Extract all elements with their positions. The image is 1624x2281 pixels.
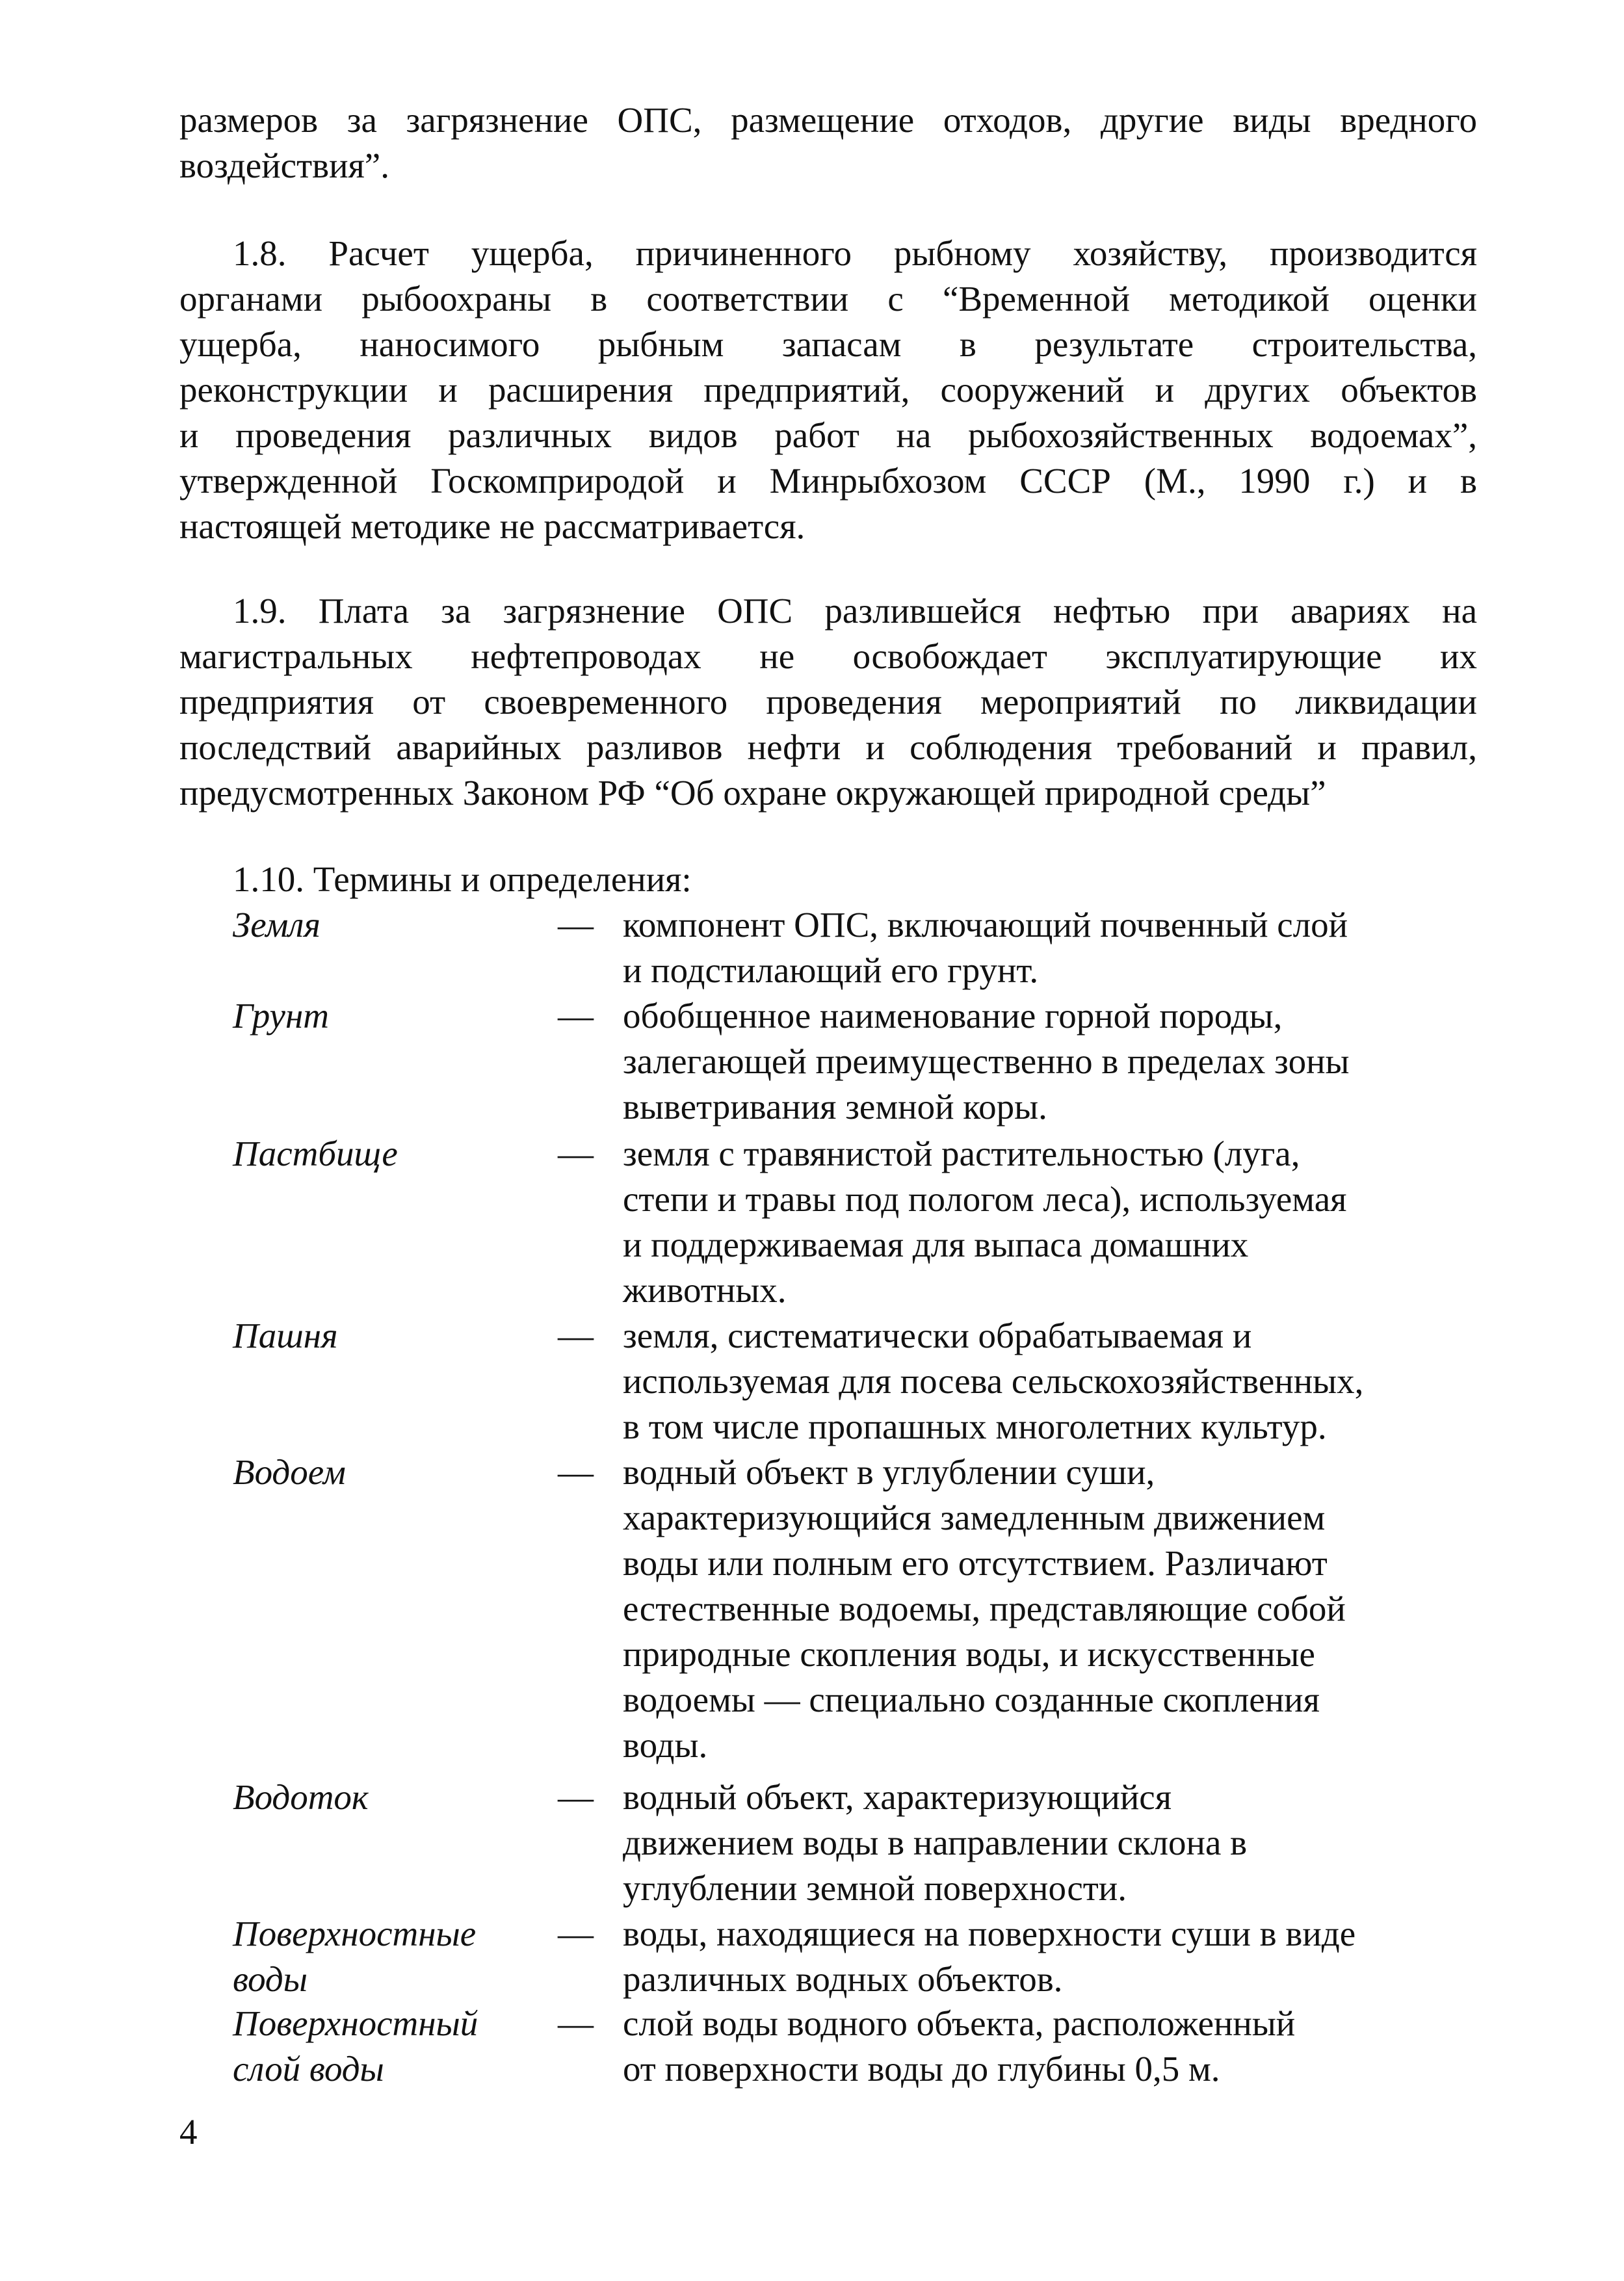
term-definition: слой воды водного объекта, расположенный от поверхности воды до глубины 0,5 м. (623, 2003, 1296, 2089)
term-definition: воды, находящиеся на поверхности суши в виде различных водных объектов. (623, 1914, 1356, 1999)
text-line: последствий аварийных разливов нефти и соблюдения требований и правил, (179, 727, 1477, 767)
text-line: органами рыбоохраны в соответствии с “Временной методикой оценки (179, 279, 1477, 319)
term-name: Поверхностные воды (233, 1914, 477, 1999)
term-definition: водный объект, характеризующийся движением воды в направлении склона в углублении земной поверхности. (623, 1777, 1248, 1908)
term-dash: — (558, 1316, 594, 1355)
term-name: Пастбище (233, 1134, 398, 1173)
term-definition: земля, систематически обрабатываемая и используемая для посева сельскохозяйственных, в том числе пропашных многолетних культур. (623, 1316, 1364, 1446)
text-line: и проведения различных видов работ на рыбохозяйственных водоемах”, (179, 415, 1477, 455)
term-dash: — (558, 996, 594, 1036)
text-line: воздействия”. (179, 146, 389, 185)
term-name: Поверхностный слой воды (233, 2003, 478, 2089)
text-line: предусмотренных Законом РФ “Об охране окружающей природной среды” (179, 773, 1326, 813)
text-line: настоящей методике не рассматривается. (179, 506, 805, 546)
term-dash: — (558, 1452, 594, 1492)
paragraph-1-9 (179, 588, 1477, 816)
text-line: реконструкции и расширения предприятий, сооружений и других объектов (179, 370, 1477, 410)
term-definition: земля с травянистой растительностью (луга, степи и травы под пологом леса), используемая и поддерживаемая для выпаса домашних животных. (623, 1134, 1347, 1310)
term-dash: — (558, 905, 594, 945)
term-definition: обобщенное наименование горной породы, залегающей преимущественно в пределах зоны выветривания земной коры. (623, 996, 1350, 1127)
term-dash: — (558, 1914, 594, 1953)
text-line: ущерба, наносимого рыбным запасам в результате строительства, (179, 324, 1477, 364)
term-name: Пашня (233, 1316, 338, 1355)
text-line: магистральных нефтепроводах не освобождает эксплуатирующие их (179, 636, 1477, 676)
paragraph-1-8 (179, 231, 1477, 549)
term-definition: компонент ОПС, включающий почвенный слой и подстилающий его грунт. (623, 905, 1348, 990)
term-dash: — (558, 1134, 594, 1173)
term-name: Земля (233, 905, 321, 945)
term-dash: — (558, 1777, 594, 1817)
term-name: Водоток (233, 1777, 369, 1817)
text-line: утвержденной Госкомприродой и Минрыбхозом СССР (М., 1990 г.) и в (179, 461, 1477, 501)
term-definition: водный объект в углублении суши, характеризующийся замедленным движением воды или полным его отсутствием. Различают естественные водоемы, представляющие собой природные скопления воды, и искусственные водоемы — специально созданные скопления воды. (623, 1452, 1346, 1765)
text-line: 1.8. Расчет ущерба, причиненного рыбному хозяйству, производится (233, 233, 1477, 273)
page-number: 4 (179, 2112, 198, 2152)
text-line: размеров за загрязнение ОПС, размещение отходов, другие виды вредного (179, 100, 1477, 140)
term-name: Водоем (233, 1452, 346, 1492)
paragraph-intro (179, 98, 1477, 189)
terms-heading: 1.10. Термины и определения: (233, 859, 692, 899)
term-name: Грунт (233, 996, 329, 1036)
text-line: 1.9. Плата за загрязнение ОПС разлившейся нефтью при авариях на (233, 591, 1477, 631)
text-line: предприятия от своевременного проведения мероприятий по ликвидации (179, 682, 1477, 722)
term-dash: — (558, 2003, 594, 2043)
